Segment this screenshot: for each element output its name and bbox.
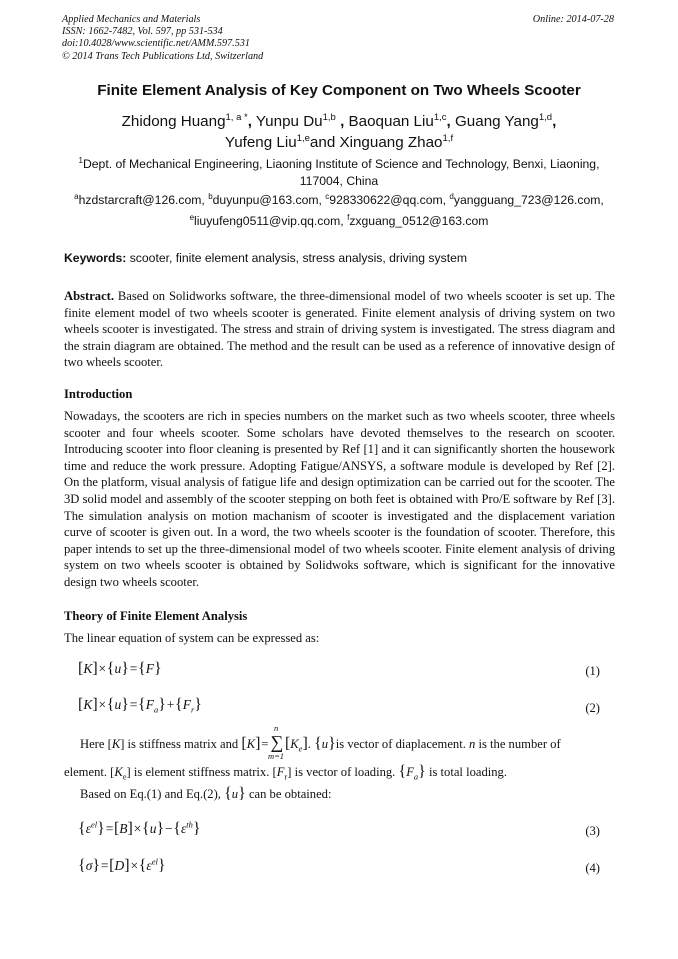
author-line-2: Yufeng Liu$^{1,e}$and Xinguang Zhao$^{1,f}$: [224, 132, 454, 151]
equation-number: (1): [585, 664, 600, 678]
keywords: [64, 251, 467, 265]
email: 928330622@qq.com,: [329, 193, 447, 207]
text-fragment: ] is vector of loading.: [287, 765, 396, 779]
based-on-sentence: Based on Eq.(1) and Eq.(2), {u} can be obtained:: [80, 785, 332, 802]
abstract: [64, 288, 615, 371]
equation-number: (3): [585, 824, 600, 838]
online-date: Online: 2014-07-28: [532, 14, 614, 25]
copyright-line: © 2014 Trans Tech Publications Ltd, Switzerland: [62, 50, 264, 62]
affiliation-text: Dept. of Mechanical Engineering, Liaoning Institute of Science and Technology, Benxi, Liaoning, 117004, China: [82, 157, 600, 188]
text-fragment: .: [307, 737, 311, 751]
sum-lower: m=1: [267, 751, 285, 761]
abstract-label: Abstract.: [64, 289, 115, 303]
text-fragment: can be obtained:: [248, 787, 332, 801]
author-sup: 1,d: [538, 111, 553, 123]
sum-upper: n: [273, 723, 279, 733]
email-line-1: $^a$hzdstarcraft@126.com, $^b$duyunpu@163.com, $^c$928330622@qq.com, $^d$yangguang_723@126.com,: [74, 191, 604, 207]
abstract-text: Based on Solidworks software, the three-dimensional model of two wheels scooter is set up. The finite element model of two wheels scooter is generated. Finite element analysis of driving system on two wheels scooter is investigated. The stress and strain of driving system is investigated. The stress diagram and the strain diagram are obtained. The method and the result can be used as a reference of innovative design of two wheels scooter.: [64, 289, 616, 370]
keywords-label: Keywords:: [64, 251, 127, 265]
email-line-2: $^e$liuyufeng0511@vip.qq.com, $^f$zxguang_0512@163.com: [189, 212, 489, 228]
affiliation: [62, 156, 616, 189]
introduction-text: Nowadays, the scooters are rich in species numbers on the market such as two wheels scooter, three wheels scooter and four wheels scooter. Some scholars have devoted themselves to the research on scooter. Introducing scooter into floor cleaning is presented by Ref [1] and it can significantly shorten the housework time and reduce the work pressure. Adopting Fatigue/ANSYS, a software module is developed by Ref [2]. On the platform, visual analysis of fatigue life and design optimization can be carried out for the scooter. The 3D solid model and assembly of the scooter stepping on both feet is obtained with Pro/E software by Ref [3]. The simulation analysis on motion machanism of scooter is investigated and the displacement variation curve of scooter is given out. In a word, the two wheels scooter is the foundation of scooter. Therefore, this paper intends to set up the three-dimensional model of two wheels scooter. Finite element analysis of driving system on two wheels scooter is obtained by Solidwoks software, which is significant for the innovative design two wheels scooter.: [64, 409, 615, 589]
author-name: Xinguang Zhao: [339, 134, 443, 151]
equation-2: $[K]\times\{u\}=\{F_a\}+\{F_r\}$: [78, 696, 202, 715]
theory-intro: The linear equation of system can be expressed as:: [64, 631, 320, 645]
theory-heading: Theory of Finite Element Analysis: [64, 609, 248, 623]
email: duyunpu@163.com,: [212, 193, 322, 207]
doi-line: doi:10.4028/www.scientific.net/AMM.597.531: [62, 38, 250, 50]
email: liuyufeng0511@vip.qq.com,: [194, 214, 344, 228]
element-sentence: element. $[K_e]$ is element stiffness matrix. $[F_r]$ is vector of loading. $\{F_a\}$ is total loading.: [64, 763, 507, 782]
author-name: Zhidong Huang: [121, 113, 226, 130]
author-sup: 1,c: [433, 111, 447, 123]
email: yangguang_723@126.com,: [453, 193, 604, 207]
text-fragment: Based on Eq.(1) and Eq.(2),: [80, 787, 221, 801]
introduction-heading: Introduction: [64, 387, 133, 401]
keywords-text: scooter, finite element analysis, stress analysis, driving system: [129, 251, 468, 265]
sum-expression: [K]=∑ n m=1 $[K_e]$: [241, 723, 308, 761]
author-name: Guang Yang: [454, 113, 539, 130]
text-fragment: is vector of diaplacement.: [335, 737, 466, 751]
math-symbol: F: [276, 765, 285, 779]
author-sup: 1, a *: [225, 111, 248, 123]
math-symbol: K: [114, 765, 123, 779]
journal-name: Applied Mechanics and Materials: [62, 14, 201, 25]
equation-4: $\{\sigma\}=[D]\times\{\varepsilon^{el}\}$: [78, 856, 166, 874]
text-fragment: Here [: [80, 737, 112, 751]
equation-3: $\{\varepsilon^{el}\}=[B]\times\{u\}-\{\varepsilon^{th}\}$: [78, 819, 201, 837]
author-name: Yufeng Liu: [224, 134, 297, 151]
issn-line: ISSN: 1662-7482, Vol. 597, pp 531-534: [62, 26, 223, 38]
text-fragment: is the number of: [478, 737, 561, 751]
affiliation-sup: 1: [78, 155, 83, 165]
text-fragment: element. [: [64, 765, 115, 779]
stiffness-sentence: Here [K] is stiffness matrix and [K]=∑ n m=1 $[K_e]$. {u}is vector of diaplacement. n is the number of: [80, 723, 561, 761]
math-symbol: K: [111, 737, 121, 751]
paper-title: Finite Element Analysis of Key Component on Two Wheels Scooter: [97, 82, 581, 99]
journal-header: [62, 14, 263, 63]
math-symbol: n: [469, 737, 476, 751]
author-sup: 1,e: [296, 132, 310, 144]
author-line-1: Zhidong Huang$^{1, a *}$, Yunpu Du$^{1,b}$ , Baoquan Liu$^{1,c}$, Guang Yang$^{1,d}$,: [121, 111, 557, 130]
email: zxguang_0512@163.com: [349, 214, 489, 228]
author-name: Baoquan Liu: [348, 113, 434, 130]
author-sup: 1,f: [442, 132, 454, 144]
author-name: Yunpu Du: [255, 113, 323, 130]
text-fragment: ] is stiffness matrix and: [120, 737, 239, 751]
text-fragment: is total loading.: [428, 765, 507, 779]
author-sup: 1,b: [322, 111, 336, 123]
equation-1: [K]×{u}={F}: [78, 660, 162, 677]
email: hzdstarcraft@126.com,: [78, 193, 205, 207]
equation-number: (4): [585, 861, 600, 875]
equation-number: (2): [585, 701, 600, 715]
text-fragment: ] is element stiffness matrix. [: [126, 765, 277, 779]
